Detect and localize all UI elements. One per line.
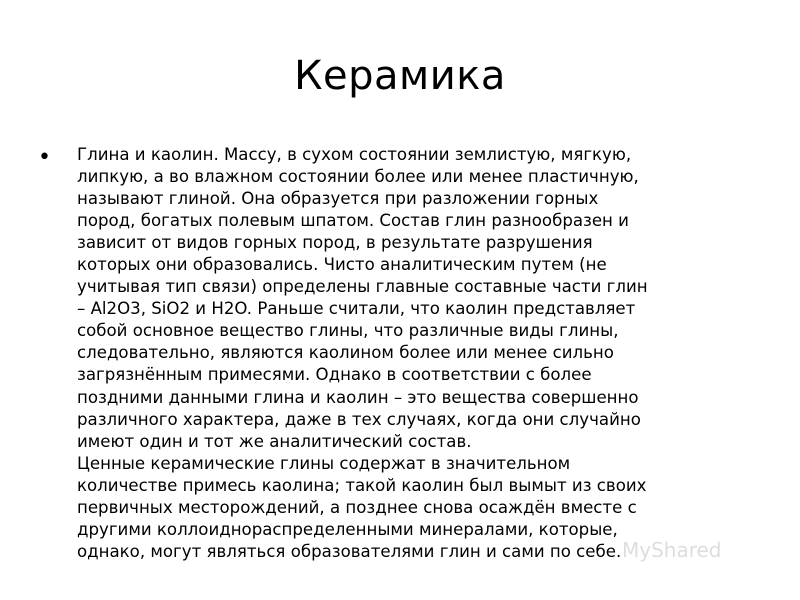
watermark-logo: MyShared [622,538,722,562]
body-paragraph: Глина и каолин. Массу, в сухом состоянии землистую, мягкую, липкую, а во влажном состоянии более или менее пластичную, называют глиной. Она образуется при разложении горных пород, богатых полевым шпатом. Состав глин разнообразен и зависит от видов горных пород, в результате разрушения которых они образовались. Чисто аналитическим путем (не учитывая тип связи) определены главные составные части глин – Al2O3, SiO2 и H2O. Раньше считали, что каолин представляет собой основное вещество глины, что различные виды глины, следовательно, являются каолином более или менее сильно загрязнённым примесями. Однако в соответствии с более поздними данными глина и каолин – это вещества совершенно различного характера, даже в тех случаях, когда они случайно имеют один и тот же аналитический состав. Ценные керамические глины содержат в значительном количестве примесь каолина; такой каолин был вымыт из своих первичных месторождений, а позднее снова осаждён вместе с другими коллоиднораспределенными минералами, которые, однако, могут являться образователями глин и сами по себе. [77,145,648,561]
bullet-marker: • [38,145,51,170]
slide-title: Керамика [294,53,506,99]
